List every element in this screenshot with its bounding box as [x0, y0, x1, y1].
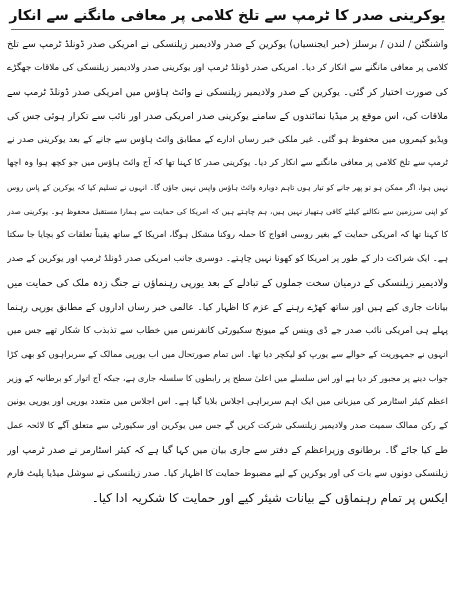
article-line: ولادیمیر زیلنسکی کے درمیان سخت جملوں کے تبادلے کے بعد یورپی رہنماؤں نے جنگ زدہ ملک کی حمایت میں	[7, 277, 448, 289]
article-headline: یوکرینی صدر کا ٹرمپ سے تلخ کلامی پر معافی مانگنے سے انکار	[9, 8, 446, 24]
article-line: ویڈیو کیمروں میں محفوظ ہو گئی۔ غیر ملکی خبر رساں ادارے کے مطابق وائٹ ہاؤس سے جانے کے بعد یوکرینی صدر نے	[7, 134, 448, 145]
article-line: کا کہنا تھا کہ امریکی حمایت کے بغیر روسی افواج کا حملہ روکنا مشکل ہوگا، امریکا کے ساتھ یقیناً تعلقات کو بچایا جا سکتا	[7, 230, 448, 241]
article-line: انہوں نے جمہوریت کے حوالے سے یورپ کو لیکچر دیا تھا۔ اس تمام صورتحال میں اب یورپی ممالک کے سربراہوں کو بھی کڑا	[7, 349, 448, 360]
article-line: ایکس پر تمام رہنماؤں کے بیانات شیئر کیے اور حمایت کا شکریہ ادا کیا۔	[91, 490, 448, 505]
article-line: زیلنسکی دونوں سے بات کی اور یوکرین کے لیے مضبوط حمایت کا اظہار کیا۔ صدر زیلنسکی نے سوشل میڈیا پلیٹ فارم	[7, 469, 448, 480]
article-line: جواب دینے پر مجبور کر دیا ہے اور اس سلسلے میں اعلیٰ سطح پر رابطوں کا سلسلہ جاری ہے، جبکہ آج اتوار کو برطانیہ کے وزیر	[7, 373, 448, 384]
headline-divider	[11, 29, 444, 30]
article-line: ٹرمپ سے تلخ کلامی پر معافی مانگنے سے انکار کر دیا۔ یوکرینی صدر کا کہنا تھا کہ آج وائٹ ہاؤس میں جو کچھ ہوا وہ اچھا	[7, 158, 448, 169]
article-line: کلامی پر معافی مانگنے سے انکار کر دیا۔ امریکی صدر ڈونلڈ ٹرمپ اور یوکرینی صدر ولادیمیر زیلنسکی کی ملاقات جھگڑے	[7, 62, 448, 73]
article-line: ملاقات کی، اس موقع پر میڈیا نمائندوں کے سامنے یوکرینی صدر امریکی صدر اور نائب سے تکرار ہوئی جس کی	[7, 110, 448, 122]
article-line: کی صورت اختیار کر گئی۔ یوکرین کے صدر ولادیمیر زیلنسکی نے وائٹ ہاؤس میں امریکی صدر ڈونلڈ ٹرمپ سے	[7, 86, 448, 98]
article-line: کو اپنی سرزمین سے نکالنے کیلئے کافی ہتھیار نہیں ہیں، ہم چاہتے ہیں کہ امریکا کی حمایت سے ہمارا مستقبل محفوظ ہو۔ یوکرینی صدر	[7, 207, 448, 217]
article-line: نہیں ہوا، اگر ممکن ہو تو پھر جانے کو تیار ہوں تاہم دوبارہ وائٹ ہاؤس واپس نہیں جاؤں گا۔ انہوں نے تسلیم کیا کہ یوکرین کے پاس روس	[7, 183, 448, 193]
article-line: بیانات جاری کیے ہیں اور ساتھ کھڑے رہنے کے عزم کا اظہار کیا۔ عالمی خبر رساں اداروں کے مطابق یورپی رہنما	[7, 301, 448, 313]
article-line: اعظم کیئر اسٹارمر کی میزبانی میں ایک اہم سربراہی اجلاس بلایا گیا ہے۔ اس اجلاس میں متعدد یورپی اور یورپی یونین	[7, 397, 448, 408]
article-line: طے کیا جائے گا۔ برطانوی وزیراعظم کے دفتر سے جاری بیان میں کہا گیا ہے کہ کیئر اسٹارمر نے صدر ٹرمپ اور	[7, 445, 448, 457]
article-body	[7, 33, 448, 511]
article-line: پہلے ہی امریکی نائب صدر جے ڈی وینس کے میونخ سکیورٹی کانفرنس میں خطاب سے تذبذب کا شکار تھے جس میں	[7, 325, 448, 336]
article-line: واشنگٹن / لندن / برسلز (خبر ایجنسیاں) یوکرین کے صدر ولادیمیر زیلنسکی نے امریکی صدر ڈونلڈ ٹرمپ سے تلخ	[7, 39, 448, 50]
article-line: کے رکن ممالک سمیت صدر ولادیمیر زیلنسکی شرکت کریں گے جس میں یوکرین اور سکیورٹی سے متعلق آگے کا لائحہ عمل	[7, 421, 448, 432]
article-line: ہے۔ ایک شراکت دار کے طور پر امریکا کو کھونا نہیں چاہتے۔ دوسری جانب امریکی صدر ڈونلڈ ٹرمپ اور یوکرین کے صدر	[7, 254, 448, 265]
